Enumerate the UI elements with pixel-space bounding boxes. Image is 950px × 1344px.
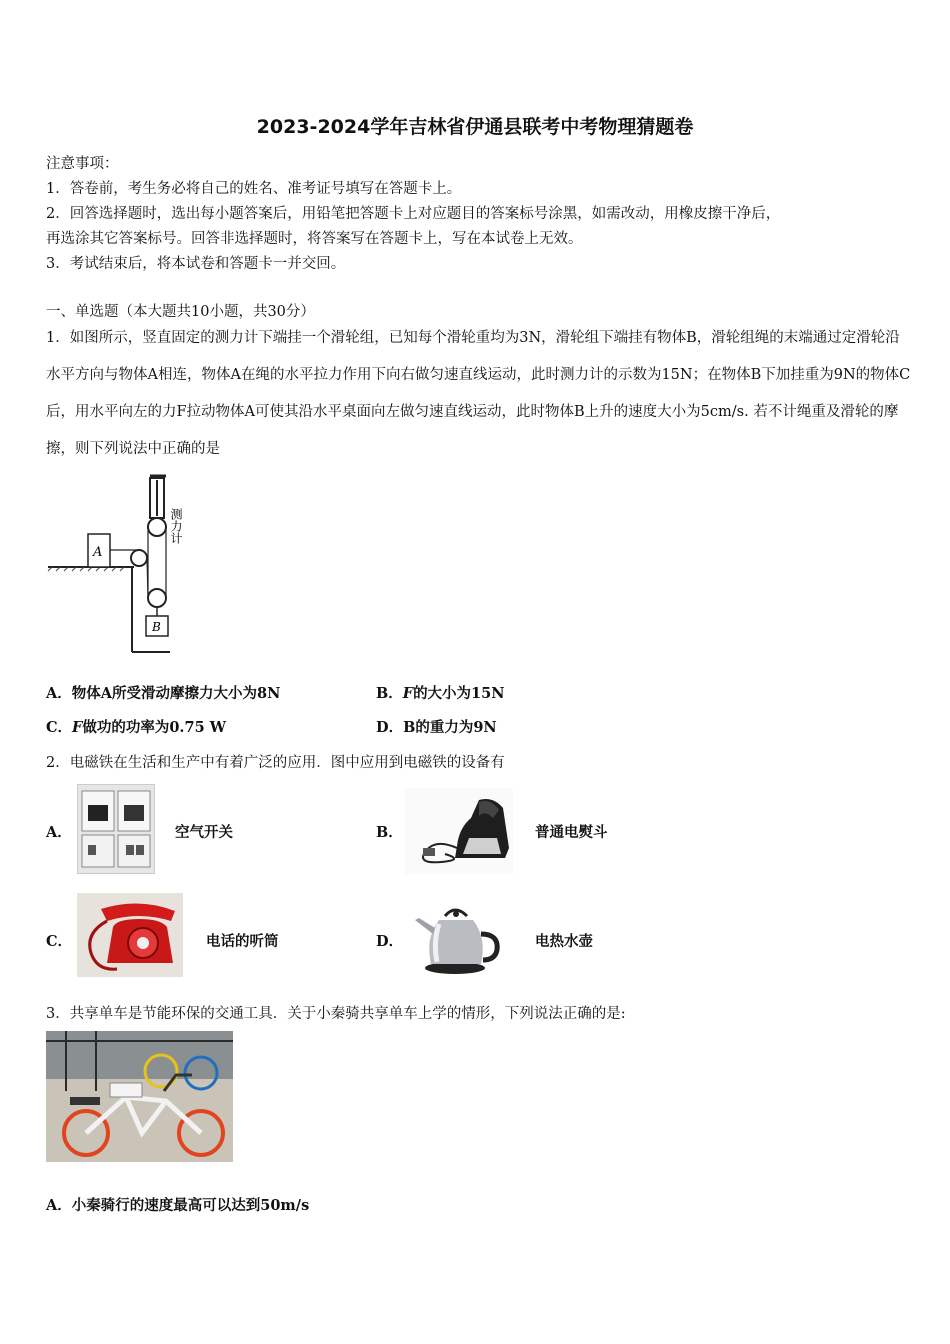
block-a-label: A [93,545,103,560]
upper-pulley [148,518,166,536]
fixed-pulley [131,550,147,566]
telephone-icon [77,893,183,977]
pulley-diagram [46,472,206,658]
q1-option-b-var: F [402,685,414,702]
q1-option-d[interactable]: D．B的重力为9N [376,719,497,736]
q2-option-a-letter[interactable]: A． [46,824,72,841]
notice-item-3: 3．考试结束后，将本试卷和答题卡一并交回。 [46,256,346,272]
q2-option-d-letter[interactable]: D． [376,933,404,950]
q2-option-c-label: 电话的听筒 [206,933,279,950]
q1-option-c[interactable] [46,716,226,737]
iron-icon [405,788,513,874]
q1-option-b-prefix: B． [376,685,403,702]
kettle-icon [405,890,509,978]
q1-option-a[interactable]: A．物体A所受滑动摩擦力大小为8N [46,685,281,702]
shared-bike-photo [46,1031,233,1162]
section-heading: 一、单选题（本大题共10小题，共30分） [46,304,315,320]
air-switch-icon [77,784,155,874]
page-title: 2023-2024学年吉林省伊通县联考中考物理猜题卷 [256,116,694,138]
q2-option-b-letter[interactable]: B． [376,824,403,841]
block-b-label: B [152,620,161,634]
q1-option-b-rest: 的大小为15N [413,685,505,702]
q1-option-c-var: F [72,719,83,736]
q1-option-b[interactable] [376,682,505,703]
notice-item-2-cont: 再选涂其它答案标号。回答非选择题时，将答案写在答题卡上，写在本试卷上无效。 [46,231,583,247]
notice-item-1: 1．答卷前，考生务必将自己的姓名、准考证号填写在答题卡上。 [46,181,462,197]
meter-label: 测力计 [169,508,183,544]
q2-option-c-letter[interactable]: C． [46,933,73,950]
q3-option-a[interactable]: A．小秦骑行的速度最高可以达到50m/s [46,1197,310,1214]
question-3-text: 3．共享单车是节能环保的交通工具．关于小秦骑共享单车上学的情形，下列说法正确的是: [46,1006,626,1022]
q2-option-d-label: 电热水壶 [535,933,593,950]
question-2-text: 2．电磁铁在生活和生产中有着广泛的应用．图中应用到电磁铁的设备有 [46,755,505,771]
lower-pulley [148,589,166,607]
q1-option-c-prefix: C． [46,719,73,736]
q1-option-c-rest: 做功的功率为0.75 W [82,719,226,736]
q2-option-a-label: 空气开关 [175,824,233,841]
notice-item-2: 2．回答选择题时，选出每小题答案后，用铅笔把答题卡上对应题目的答案标号涂黑，如需改动，用橡皮擦干净后， [46,206,781,222]
question-1-text: 1．如图所示，竖直固定的测力计下端挂一个滑轮组，已知每个滑轮重均为3N，滑轮组下端挂有物体B，滑轮组绳的末端通过定滑轮沿水平方向与物体A相连，物体A在绳的水平拉力作用下向右做匀速直线运动，此时测力计的示数为15N；在物体B下加挂重为9N的物体C后，用水平向左的力F拉动物体A可使其沿水平桌面向左做匀速直线运动，此时物体B上升的速度大小为5cm/s. 若不计绳重及滑轮的摩擦，则下列说法中正确的是 [46,330,911,457]
q2-option-b-label: 普通电熨斗 [535,824,608,841]
notice-heading: 注意事项： [46,156,119,172]
